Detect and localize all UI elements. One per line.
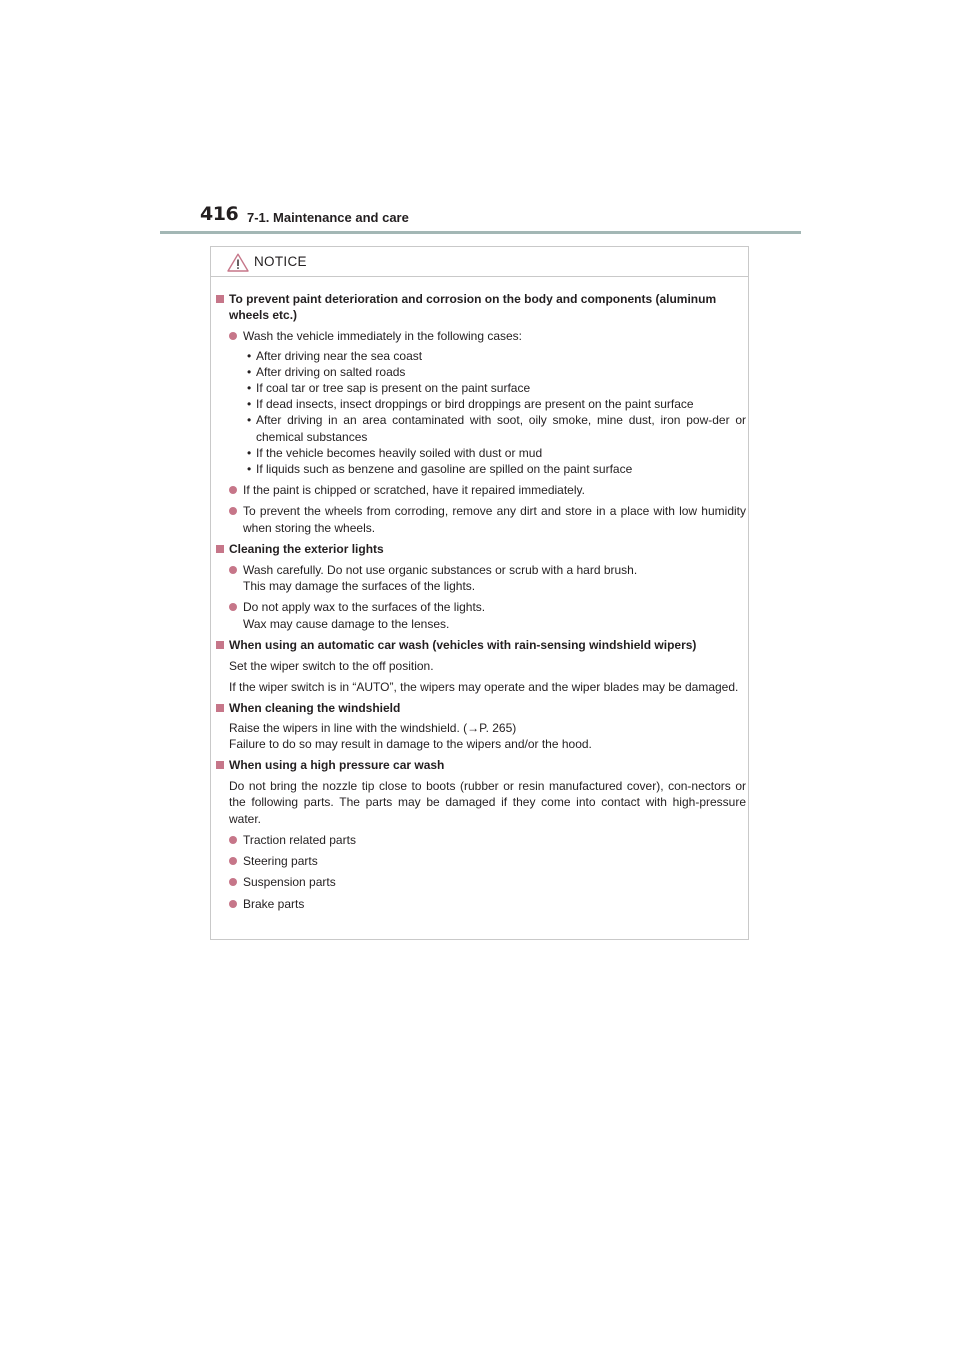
sub-list-item: • After driving in an area contaminated with soot, oily smoke, mine dust, iron pow-der or chemical substances bbox=[247, 413, 746, 444]
list-item: To prevent the wheels from corroding, remove any dirt and store in a place with low humidity when storing the wheels. bbox=[216, 503, 746, 535]
round-bullet-icon bbox=[229, 332, 237, 340]
round-bullet-icon bbox=[229, 566, 237, 574]
square-bullet-icon bbox=[216, 641, 224, 649]
header-divider bbox=[160, 231, 801, 234]
sub-list-item: • After driving near the sea coast bbox=[247, 348, 423, 363]
list-item: Brake parts bbox=[216, 896, 746, 912]
notice-content bbox=[216, 291, 746, 912]
list-item: Steering parts bbox=[216, 853, 746, 869]
section-heading-automatic-car-wash: When using an automatic car wash (vehicles with rain-sensing windshield wipers) bbox=[216, 637, 746, 653]
sub-list-item: • If coal tar or tree sap is present on the paint surface bbox=[247, 381, 531, 396]
square-bullet-icon bbox=[216, 704, 224, 712]
round-bullet-icon bbox=[229, 836, 237, 844]
list-item: Wash the vehicle immediately in the following cases: bbox=[216, 328, 746, 344]
section-title: 7-1. Maintenance and care bbox=[247, 210, 409, 225]
round-bullet-icon bbox=[229, 603, 237, 611]
notice-box bbox=[210, 246, 749, 940]
section-heading-paint: To prevent paint deterioration and corrosion on the body and components (aluminum wheels etc.) bbox=[216, 291, 746, 323]
round-bullet-icon bbox=[229, 857, 237, 865]
round-bullet-icon bbox=[229, 486, 237, 494]
list-item: Do not apply wax to the surfaces of the lights. Wax may cause damage to the lenses. bbox=[216, 599, 746, 631]
list-item: Traction related parts bbox=[216, 832, 746, 848]
round-bullet-icon bbox=[229, 507, 237, 515]
list-item: Wash carefully. Do not use organic substances or scrub with a hard brush. This may damage the surfaces of the lights. bbox=[216, 562, 746, 594]
list-item: Suspension parts bbox=[216, 874, 746, 890]
sub-list-item: • After driving on salted roads bbox=[247, 364, 406, 379]
sub-list-item: • If dead insects, insect droppings or bird droppings are present on the paint surface bbox=[247, 397, 694, 412]
list-item: If the paint is chipped or scratched, have it repaired immediately. bbox=[216, 482, 746, 498]
square-bullet-icon bbox=[216, 761, 224, 769]
notice-label: NOTICE bbox=[254, 254, 307, 269]
paragraph: Do not bring the nozzle tip close to boots (rubber or resin manufactured cover), con-nectors or the following parts. The parts may be damaged if they come into contact with high-pressure water. bbox=[229, 779, 746, 826]
sub-list-item: • If the vehicle becomes heavily soiled with dust or mud bbox=[247, 445, 543, 460]
square-bullet-icon bbox=[216, 295, 224, 303]
paragraph: If the wiper switch is in “AUTO”, the wipers may operate and the wiper blades may be damaged. bbox=[229, 680, 739, 695]
notice-header bbox=[211, 247, 748, 277]
section-heading-exterior-lights: Cleaning the exterior lights bbox=[216, 541, 746, 557]
warning-triangle-icon bbox=[227, 253, 249, 272]
paragraph: Set the wiper switch to the off position. bbox=[229, 659, 434, 674]
page-number: 416 bbox=[200, 203, 239, 225]
section-heading-windshield: When cleaning the windshield bbox=[216, 700, 746, 716]
square-bullet-icon bbox=[216, 545, 224, 553]
paragraph: Raise the wipers in line with the windshield. (→P. 265) Failure to do so may result in damage to the wipers and/or the hood. bbox=[229, 720, 592, 751]
section-heading-high-pressure-car-wash: When using a high pressure car wash bbox=[216, 757, 746, 773]
sub-list bbox=[216, 348, 746, 478]
sub-list-item: • If liquids such as benzene and gasoline are spilled on the paint surface bbox=[247, 462, 633, 477]
round-bullet-icon bbox=[229, 900, 237, 908]
round-bullet-icon bbox=[229, 878, 237, 886]
